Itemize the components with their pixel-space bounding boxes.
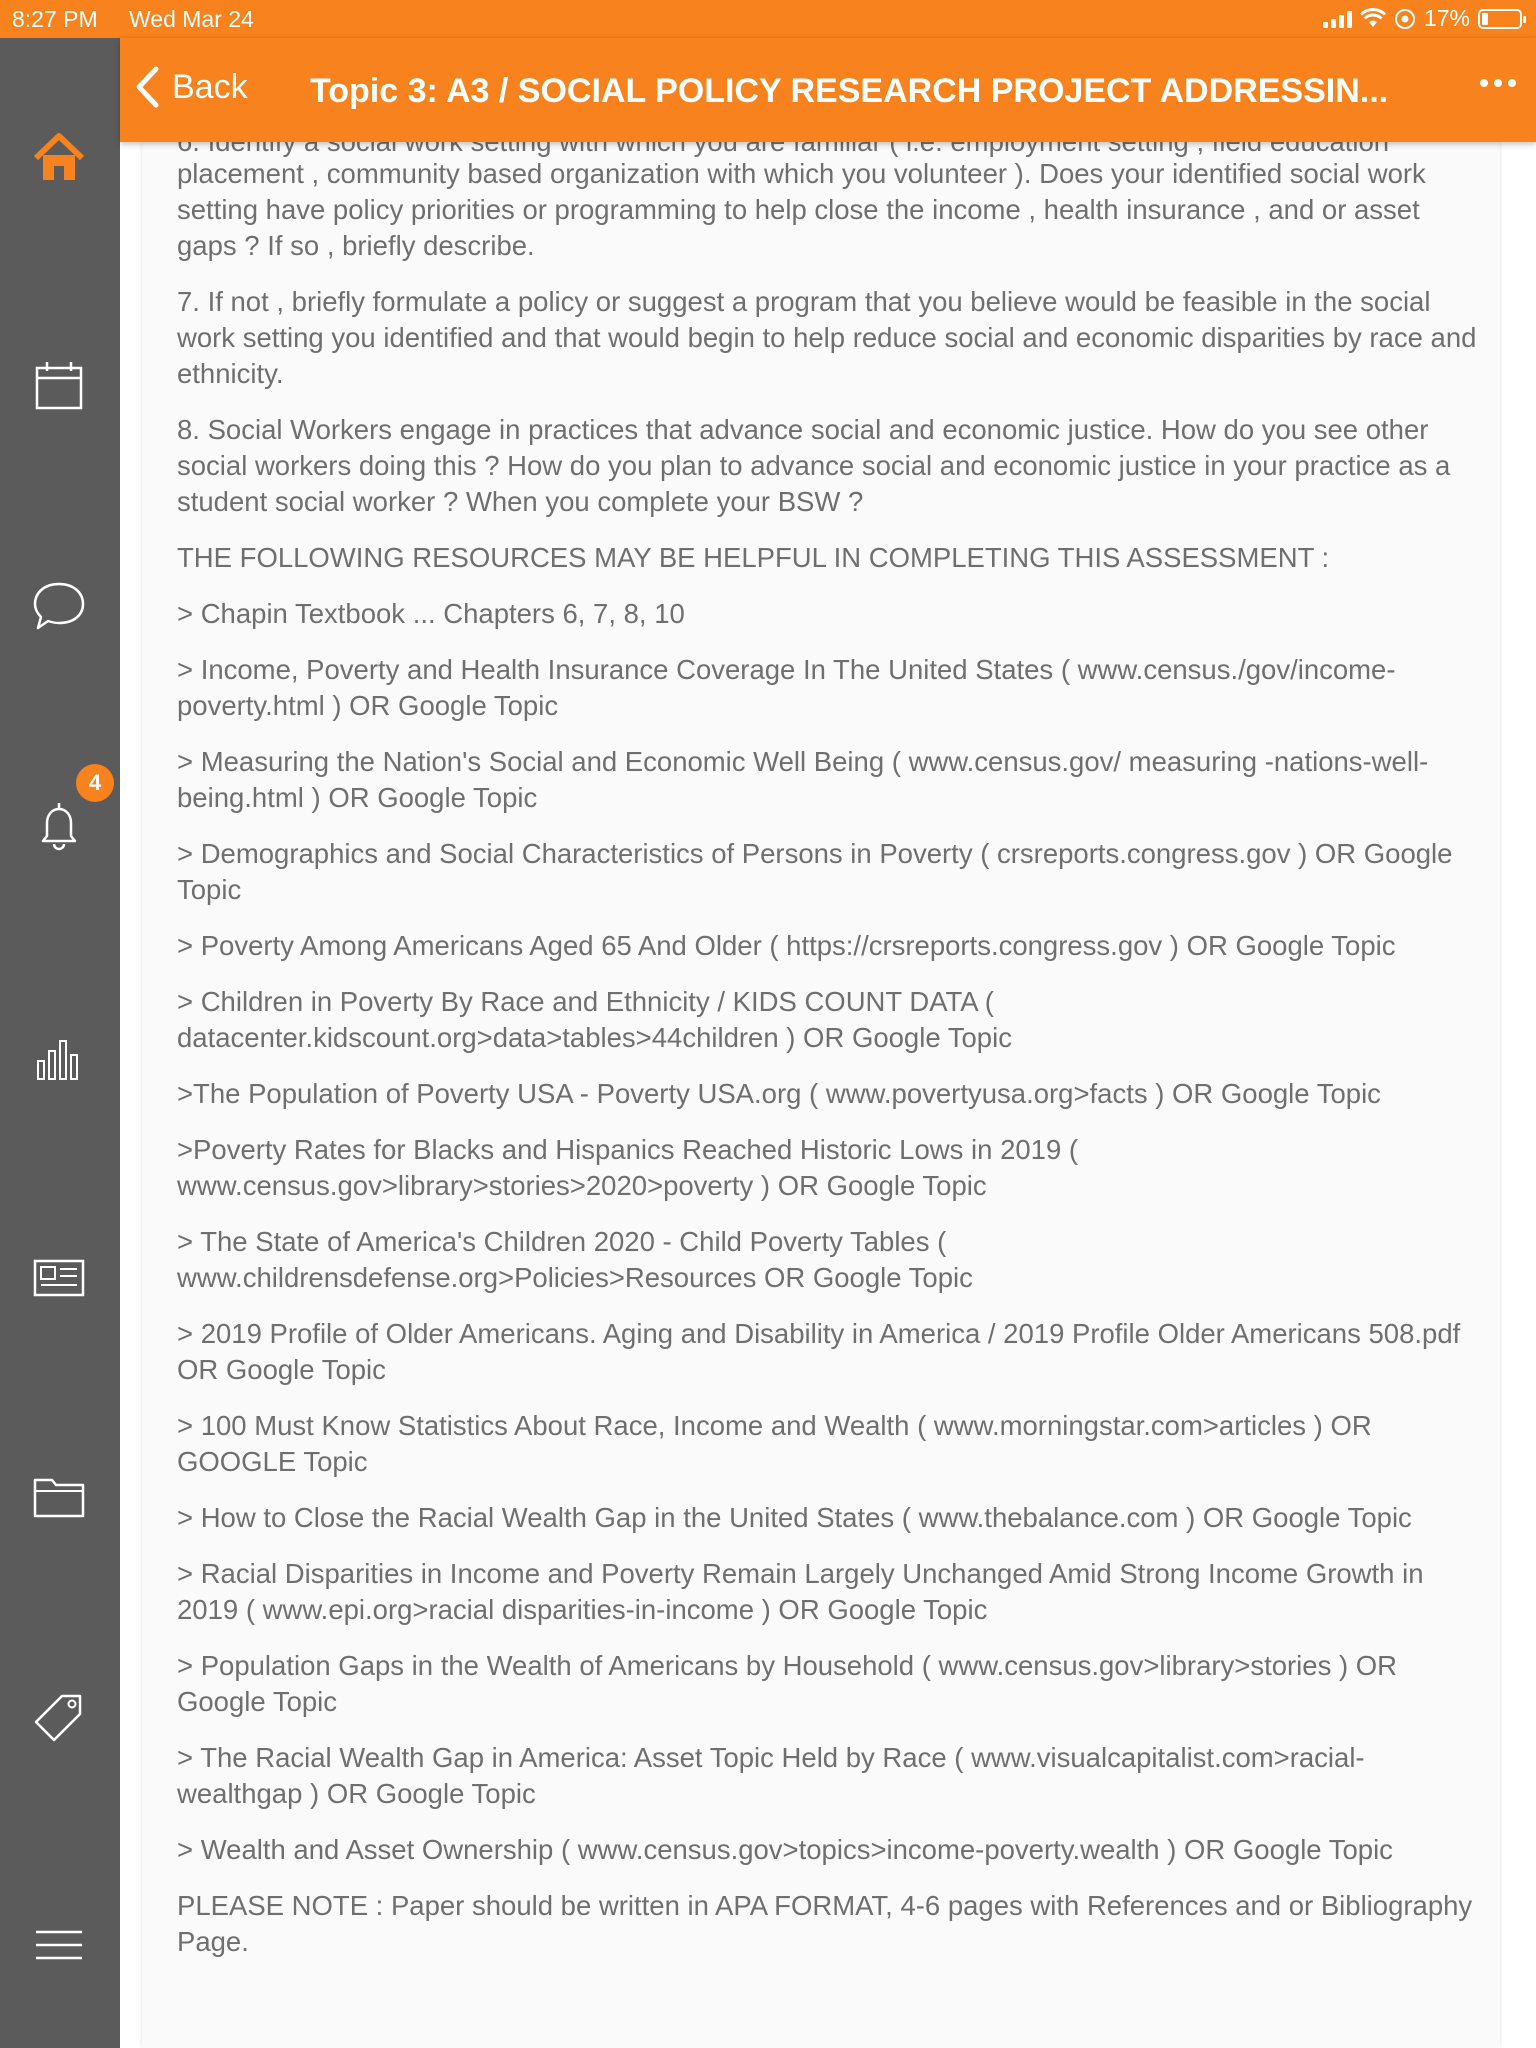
resource-item: > The Racial Wealth Gap in America: Asset Topic Held by Race ( www.visualcapitalist.com>racial-wealthgap ) OR Google Topic — [177, 1742, 1365, 1809]
resource-item: > The State of America's Children 2020 - Child Poverty Tables ( www.childrensdefense.org>Policies>Resources OR Google Topic — [177, 1226, 973, 1293]
paragraph: placement , community based organization with which you volunteer ). Does your identified social work setting have policy priorities or programming to help close the income , health insurance , and or asset gaps ? If so , briefly describe. — [177, 158, 1426, 261]
resource-item: > Income, Poverty and Health Insurance Coverage In The United States ( www.census./gov/income-poverty.html ) OR Google Topic — [177, 654, 1396, 721]
bell-icon[interactable] — [30, 796, 88, 854]
more-options-icon[interactable] — [1478, 76, 1518, 90]
resource-item: > Measuring the Nation's Social and Economic Well Being ( www.census.gov/ measuring -nations-well-being.html ) OR Google Topic — [177, 746, 1429, 813]
status-time: 8:27 PM — [12, 6, 98, 32]
resources-heading: THE FOLLOWING RESOURCES MAY BE HELPFUL IN COMPLETING THIS ASSESSMENT : — [177, 542, 1330, 573]
notification-badge: 4 — [76, 764, 114, 802]
content-panel — [142, 142, 1500, 2048]
resource-item: > 2019 Profile of Older Americans. Aging and Disability in America / 2019 Profile Older Americans 508.pdf OR Google Topic — [177, 1318, 1461, 1385]
menu-icon[interactable] — [30, 1916, 88, 1974]
wifi-icon — [1360, 9, 1386, 29]
resource-item: > Children in Poverty By Race and Ethnicity / KIDS COUNT DATA ( datacenter.kidscount.org>data>tables>44children ) OR Google Topic — [177, 986, 1012, 1053]
battery-icon — [1478, 9, 1522, 29]
resource-item: > Chapin Textbook ... Chapters 6, 7, 8, 10 — [177, 598, 685, 629]
resource-item: > Demographics and Social Characteristics of Persons in Poverty ( crsreports.congress.gov ) OR Google Topic — [177, 838, 1453, 905]
resource-item: > Population Gaps in the Wealth of Americans by Household ( www.census.gov>library>stories ) OR Google Topic — [177, 1650, 1398, 1717]
battery-percent: 17% — [1423, 5, 1470, 31]
location-lock-icon — [1394, 8, 1416, 30]
cellular-signal-icon — [1323, 10, 1352, 28]
resource-item: > Poverty Among Americans Aged 65 And Older ( https://crsreports.congress.gov ) OR Google Topic — [177, 930, 1396, 961]
chart-icon[interactable] — [30, 1028, 88, 1086]
resource-item: > How to Close the Racial Wealth Gap in the United States ( www.thebalance.com ) OR Google Topic — [177, 1502, 1412, 1533]
sidebar — [0, 38, 120, 2048]
folder-icon[interactable] — [30, 1468, 88, 1526]
chat-icon[interactable] — [30, 576, 88, 634]
status-date: Wed Mar 24 — [129, 6, 254, 32]
status-indicators — [1323, 5, 1522, 32]
status-bar — [0, 0, 1536, 38]
resource-item: >Poverty Rates for Blacks and Hispanics Reached Historic Lows in 2019 ( www.census.gov>library>stories>2020>poverty ) OR Google Topic — [177, 1134, 1079, 1201]
chevron-left-icon — [134, 66, 160, 108]
back-button[interactable] — [134, 66, 248, 108]
news-icon[interactable] — [30, 1248, 88, 1306]
resource-item: > Wealth and Asset Ownership ( www.census.gov>topics>income-poverty.wealth ) OR Google Topic — [177, 1834, 1393, 1865]
resource-item: > 100 Must Know Statistics About Race, Income and Wealth ( www.morningstar.com>articles ) OR GOOGLE Topic — [177, 1410, 1372, 1477]
header — [120, 38, 1536, 142]
calendar-icon[interactable] — [30, 356, 88, 414]
clipped-line — [177, 142, 1477, 156]
tag-icon[interactable] — [30, 1688, 88, 1746]
note-paragraph: PLEASE NOTE : Paper should be written in APA FORMAT, 4-6 pages with References and or Bibliography Page. — [177, 1890, 1473, 1957]
assignment-text — [177, 142, 1477, 1980]
paragraph: 7. If not , briefly formulate a policy or suggest a program that you believe would be feasible in the social work setting you identified and that would begin to help reduce social and economic disparities by race and ethnicity. — [177, 286, 1477, 389]
back-label: Back — [172, 67, 248, 106]
resource-item: > Racial Disparities in Income and Poverty Remain Largely Unchanged Amid Strong Income Growth in 2019 ( www.epi.org>racial disparities-in-income ) OR Google Topic — [177, 1558, 1424, 1625]
resource-item: >The Population of Poverty USA - Poverty USA.org ( www.povertyusa.org>facts ) OR Google Topic — [177, 1078, 1381, 1109]
page-title: Topic 3: A3 / SOCIAL POLICY RESEARCH PROJECT ADDRESSIN... — [310, 72, 1389, 110]
paragraph: 8. Social Workers engage in practices that advance social and economic justice. How do you see other social workers doing this ? How do you plan to advance social and economic justice in your practice as a student social worker ? When you complete your BSW ? — [177, 414, 1451, 517]
battery-level-fill — [1482, 13, 1488, 25]
home-icon[interactable] — [30, 128, 88, 186]
